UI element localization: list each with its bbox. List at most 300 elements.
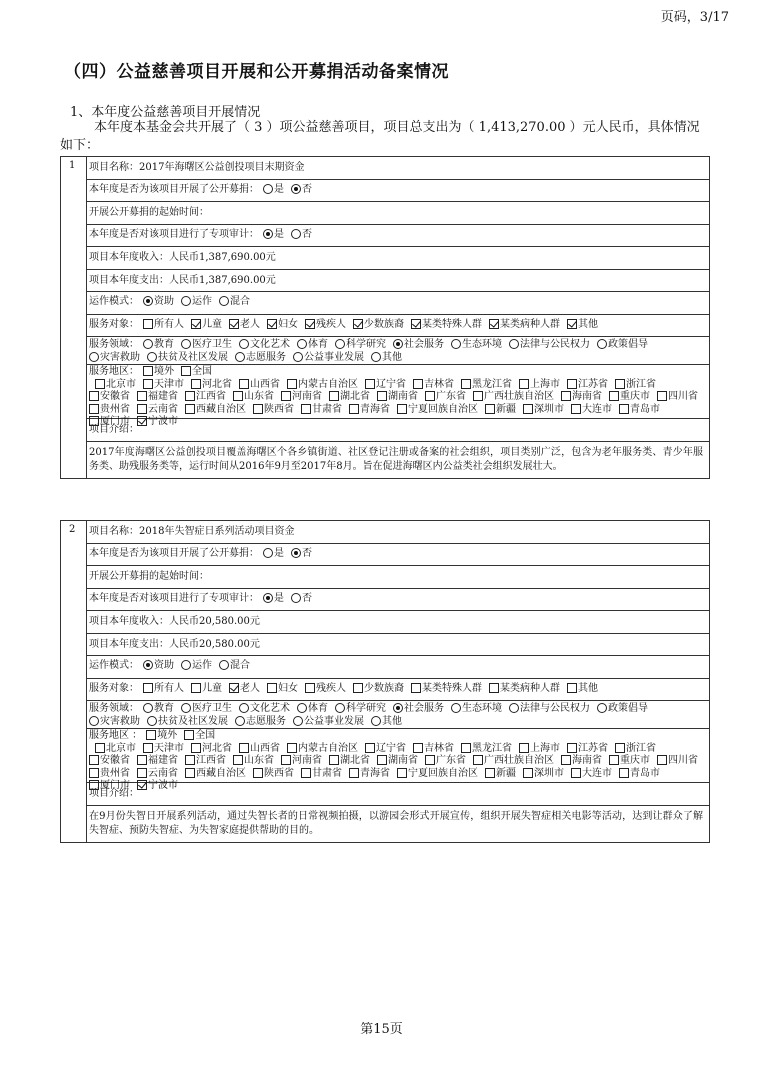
radio-button[interactable] xyxy=(335,339,345,349)
operation-mode-option-label: 混合 xyxy=(230,660,250,671)
region-option[interactable] xyxy=(609,391,650,404)
region-option[interactable] xyxy=(89,755,130,768)
operation-mode-option-label: 资助 xyxy=(154,296,174,307)
checkbox[interactable] xyxy=(461,743,471,753)
checkbox[interactable] xyxy=(287,379,297,389)
region-option[interactable] xyxy=(143,379,184,392)
checkbox[interactable] xyxy=(609,391,619,401)
project-name-text: 项目名称：2017年海曙区公益创投项目末期资金 xyxy=(89,162,305,173)
radio-button[interactable] xyxy=(239,339,249,349)
checkbox[interactable] xyxy=(143,743,153,753)
radio-button[interactable] xyxy=(393,703,403,713)
service-domain-option[interactable] xyxy=(597,339,648,352)
service-area-scope-option[interactable] xyxy=(181,366,212,379)
checkbox[interactable] xyxy=(571,768,581,778)
region-option[interactable] xyxy=(329,391,370,404)
service-domain-option[interactable] xyxy=(143,339,174,352)
radio-button[interactable] xyxy=(147,352,157,362)
checkbox[interactable] xyxy=(489,683,499,693)
region-option[interactable] xyxy=(377,391,418,404)
checkbox[interactable] xyxy=(253,768,263,778)
checkbox[interactable] xyxy=(425,391,435,401)
region-option-label: 青海省 xyxy=(360,767,390,779)
service-target-option[interactable] xyxy=(411,683,482,695)
checkbox[interactable] xyxy=(567,683,577,693)
region-option[interactable] xyxy=(365,743,406,756)
checkbox[interactable] xyxy=(397,768,407,778)
checkbox[interactable] xyxy=(143,683,153,693)
region-option[interactable] xyxy=(301,768,342,781)
checkbox[interactable] xyxy=(301,404,311,414)
checkbox[interactable] xyxy=(89,391,99,401)
service-domain-option-label: 志愿服务 xyxy=(246,715,286,727)
region-option-label: 辽宁省 xyxy=(376,378,406,390)
checkbox[interactable] xyxy=(615,379,625,389)
checkbox[interactable] xyxy=(184,730,194,740)
checkbox[interactable] xyxy=(561,391,571,401)
region-option-label: 湖北省 xyxy=(340,755,370,766)
region-option[interactable] xyxy=(473,755,554,768)
checkbox[interactable] xyxy=(185,755,195,765)
checkbox[interactable] xyxy=(281,391,291,401)
region-option[interactable] xyxy=(425,391,466,404)
radio-button[interactable] xyxy=(371,716,381,726)
region-option[interactable] xyxy=(185,755,226,768)
checkbox[interactable] xyxy=(411,683,421,693)
service-target-option-label: 所有人 xyxy=(154,682,184,694)
service-domain-option[interactable] xyxy=(235,352,286,365)
checkbox[interactable] xyxy=(229,683,239,693)
region-option[interactable] xyxy=(137,404,178,417)
region-option[interactable] xyxy=(519,743,560,756)
service-domain-option[interactable] xyxy=(393,703,444,716)
project-number: 2 xyxy=(69,524,76,535)
region-option[interactable] xyxy=(329,755,370,768)
checkbox[interactable] xyxy=(411,319,421,329)
region-option[interactable] xyxy=(185,768,246,781)
checkbox[interactable] xyxy=(353,319,363,329)
checkbox[interactable] xyxy=(95,379,105,389)
service-domain-option[interactable] xyxy=(147,716,228,729)
region-option[interactable] xyxy=(191,379,232,392)
checkbox[interactable] xyxy=(95,743,105,753)
checkbox[interactable] xyxy=(185,768,195,778)
checkbox[interactable] xyxy=(561,755,571,765)
public-fundraising-option[interactable] xyxy=(263,548,284,560)
checkbox[interactable] xyxy=(523,404,533,414)
region-option[interactable] xyxy=(137,780,178,793)
service-targets-label: 服务对象： xyxy=(89,318,139,330)
service-domain-option[interactable] xyxy=(239,703,290,716)
radio-button[interactable] xyxy=(89,716,99,726)
service-target-option-label: 妇女 xyxy=(278,318,298,330)
checkbox[interactable] xyxy=(473,755,483,765)
region-option[interactable] xyxy=(619,768,660,781)
service-target-option[interactable] xyxy=(267,683,298,695)
service-area-scope-option[interactable] xyxy=(143,366,174,379)
service-area-scope-option-label: 境外 xyxy=(154,366,174,377)
radio-button[interactable] xyxy=(263,593,273,603)
region-option[interactable] xyxy=(185,404,246,417)
checkbox[interactable] xyxy=(143,379,153,389)
checkbox[interactable] xyxy=(146,730,156,740)
checkbox[interactable] xyxy=(425,755,435,765)
service-target-option[interactable] xyxy=(229,683,260,695)
checkbox[interactable] xyxy=(365,379,375,389)
checkbox[interactable] xyxy=(305,683,315,693)
checkbox[interactable] xyxy=(485,768,495,778)
checkbox[interactable] xyxy=(281,755,291,765)
public-fundraising-option[interactable] xyxy=(291,548,312,560)
radio-button[interactable] xyxy=(143,703,153,713)
checkbox[interactable] xyxy=(137,416,147,426)
radio-button[interactable] xyxy=(143,339,153,349)
region-option[interactable] xyxy=(413,379,454,392)
checkbox[interactable] xyxy=(287,743,297,753)
region-option[interactable] xyxy=(461,379,512,392)
checkbox[interactable] xyxy=(413,743,423,753)
checkbox[interactable] xyxy=(267,319,277,329)
region-option[interactable] xyxy=(137,755,178,768)
region-option[interactable] xyxy=(239,379,280,392)
checkbox[interactable] xyxy=(191,319,201,329)
service-target-option[interactable] xyxy=(229,319,260,331)
service-domain-option[interactable] xyxy=(143,703,174,716)
region-option[interactable] xyxy=(233,755,274,768)
region-option[interactable] xyxy=(523,404,564,417)
service-domain-option[interactable] xyxy=(181,703,232,716)
checkbox[interactable] xyxy=(89,768,99,778)
region-option[interactable] xyxy=(657,391,698,404)
region-option[interactable] xyxy=(615,379,656,392)
region-option[interactable] xyxy=(349,404,390,417)
checkbox[interactable] xyxy=(89,404,99,414)
service-domain-option[interactable] xyxy=(335,339,386,352)
radio-button[interactable] xyxy=(297,703,307,713)
region-option[interactable] xyxy=(567,743,608,756)
service-target-option[interactable] xyxy=(191,319,222,331)
service-target-option[interactable] xyxy=(489,683,560,695)
service-domain-option[interactable] xyxy=(371,352,402,365)
checkbox[interactable] xyxy=(329,391,339,401)
checkbox[interactable] xyxy=(267,683,277,693)
checkbox[interactable] xyxy=(89,755,99,765)
public-fundraising-option[interactable] xyxy=(291,184,312,196)
service-domain-option-label: 法律与公民权力 xyxy=(520,703,590,714)
service-domain-option-label: 政策倡导 xyxy=(608,703,648,714)
service-domain-option[interactable] xyxy=(297,339,328,352)
service-target-option[interactable] xyxy=(143,683,184,695)
radio-button[interactable] xyxy=(451,339,461,349)
region-option[interactable] xyxy=(239,743,280,756)
region-option[interactable] xyxy=(523,768,564,781)
service-target-option[interactable] xyxy=(353,319,404,331)
checkbox[interactable] xyxy=(485,404,495,414)
region-option[interactable] xyxy=(143,743,184,756)
radio-button[interactable] xyxy=(235,716,245,726)
radio-button[interactable] xyxy=(219,296,229,306)
service-domains xyxy=(87,701,709,729)
radio-button[interactable] xyxy=(181,296,191,306)
region-option[interactable] xyxy=(615,743,656,756)
radio-button[interactable] xyxy=(293,352,303,362)
region-option[interactable] xyxy=(561,755,602,768)
radio-button[interactable] xyxy=(291,548,301,558)
service-area-scope-option[interactable] xyxy=(184,730,215,743)
special-audit-option[interactable] xyxy=(291,593,312,605)
checkbox[interactable] xyxy=(229,319,239,329)
radio-button[interactable] xyxy=(597,339,607,349)
service-target-option[interactable] xyxy=(267,319,298,331)
service-target-option[interactable] xyxy=(305,683,346,695)
service-targets xyxy=(87,315,709,338)
service-area-scope-option[interactable] xyxy=(146,730,177,743)
checkbox[interactable] xyxy=(353,683,363,693)
checkbox[interactable] xyxy=(301,768,311,778)
service-target-option[interactable] xyxy=(567,319,598,331)
checkbox[interactable] xyxy=(143,319,153,329)
radio-button[interactable] xyxy=(219,660,229,670)
checkbox[interactable] xyxy=(191,743,201,753)
operation-mode-option[interactable] xyxy=(181,296,212,308)
region-option[interactable] xyxy=(413,743,454,756)
checkbox[interactable] xyxy=(349,404,359,414)
checkbox[interactable] xyxy=(89,416,99,426)
region-option[interactable] xyxy=(191,743,232,756)
radio-button[interactable] xyxy=(263,229,273,239)
service-target-option[interactable] xyxy=(191,683,222,695)
region-option[interactable] xyxy=(485,404,516,417)
region-option[interactable] xyxy=(619,404,660,417)
checkbox[interactable] xyxy=(413,379,423,389)
checkbox[interactable] xyxy=(609,755,619,765)
radio-button[interactable] xyxy=(263,548,273,558)
checkbox[interactable] xyxy=(567,379,577,389)
checkbox[interactable] xyxy=(657,391,667,401)
checkbox[interactable] xyxy=(137,404,147,414)
region-option[interactable] xyxy=(287,743,358,756)
checkbox[interactable] xyxy=(519,379,529,389)
service-targets xyxy=(87,679,709,702)
special-audit-option[interactable] xyxy=(291,229,312,241)
checkbox[interactable] xyxy=(143,366,153,376)
region-option-label: 辽宁省 xyxy=(376,742,406,754)
checkbox[interactable] xyxy=(137,768,147,778)
checkbox[interactable] xyxy=(489,319,499,329)
service-domain-option[interactable] xyxy=(509,703,590,716)
checkbox[interactable] xyxy=(377,755,387,765)
operation-mode-option[interactable] xyxy=(143,660,174,672)
checkbox[interactable] xyxy=(239,379,249,389)
region-option[interactable] xyxy=(519,379,560,392)
operation-mode-option[interactable] xyxy=(143,296,174,308)
checkbox[interactable] xyxy=(137,391,147,401)
public-fundraising-option[interactable] xyxy=(263,184,284,196)
public-fundraising-option-label: 是 xyxy=(274,547,284,559)
service-target-option[interactable] xyxy=(411,319,482,331)
region-option[interactable] xyxy=(349,768,390,781)
region-option[interactable] xyxy=(397,404,478,417)
region-option[interactable] xyxy=(425,755,466,768)
radio-button[interactable] xyxy=(509,339,519,349)
region-option[interactable] xyxy=(253,768,294,781)
radio-button[interactable] xyxy=(143,296,153,306)
operation-mode-option[interactable] xyxy=(219,296,250,308)
service-target-option[interactable] xyxy=(143,319,184,331)
region-option[interactable] xyxy=(287,379,358,392)
service-target-option-label: 某类病种人群 xyxy=(500,318,560,330)
service-target-option[interactable] xyxy=(305,319,346,331)
project-table-1 xyxy=(60,156,710,479)
checkbox[interactable] xyxy=(137,755,147,765)
checkbox[interactable] xyxy=(233,391,243,401)
radio-button[interactable] xyxy=(297,339,307,349)
region-option-label: 甘肃省 xyxy=(312,767,342,779)
region-option[interactable] xyxy=(461,743,512,756)
service-domain-option[interactable] xyxy=(293,716,364,729)
service-domain-option[interactable] xyxy=(239,339,290,352)
checkbox[interactable] xyxy=(89,780,99,790)
service-domain-option[interactable] xyxy=(147,352,228,365)
region-option[interactable] xyxy=(561,391,602,404)
checkbox[interactable] xyxy=(191,683,201,693)
checkbox[interactable] xyxy=(253,404,263,414)
region-option[interactable] xyxy=(185,391,226,404)
radio-button[interactable] xyxy=(291,184,301,194)
region-option[interactable] xyxy=(89,391,130,404)
region-option[interactable] xyxy=(377,755,418,768)
region-option[interactable] xyxy=(571,768,612,781)
service-domain-option[interactable] xyxy=(597,703,648,716)
checkbox[interactable] xyxy=(397,404,407,414)
checkbox[interactable] xyxy=(461,379,471,389)
region-option[interactable] xyxy=(89,404,130,417)
service-domain-option[interactable] xyxy=(371,716,402,729)
radio-button[interactable] xyxy=(293,716,303,726)
region-option[interactable] xyxy=(137,416,178,429)
checkbox[interactable] xyxy=(615,743,625,753)
service-domain-option[interactable] xyxy=(181,339,232,352)
checkbox[interactable] xyxy=(567,743,577,753)
checkbox[interactable] xyxy=(571,404,581,414)
radio-button[interactable] xyxy=(235,352,245,362)
radio-button[interactable] xyxy=(143,660,153,670)
service-domain-option[interactable] xyxy=(297,703,328,716)
region-option[interactable] xyxy=(657,755,698,768)
radio-button[interactable] xyxy=(509,703,519,713)
checkbox[interactable] xyxy=(519,743,529,753)
region-option[interactable] xyxy=(473,391,554,404)
radio-button[interactable] xyxy=(181,339,191,349)
checkbox[interactable] xyxy=(619,404,629,414)
region-option[interactable] xyxy=(485,768,516,781)
service-domain-option[interactable] xyxy=(451,339,502,352)
service-target-option[interactable] xyxy=(567,683,598,695)
region-option[interactable] xyxy=(89,768,130,781)
radio-button[interactable] xyxy=(335,703,345,713)
region-option-label: 深圳市 xyxy=(534,767,564,779)
service-domain-option[interactable] xyxy=(89,716,140,729)
checkbox[interactable] xyxy=(473,391,483,401)
region-option[interactable] xyxy=(95,379,136,392)
region-option[interactable] xyxy=(253,404,294,417)
project-name-text: 项目名称：2018年失智症日系列活动项目资金 xyxy=(89,526,295,537)
checkbox[interactable] xyxy=(305,319,315,329)
radio-button[interactable] xyxy=(181,703,191,713)
checkbox[interactable] xyxy=(185,404,195,414)
region-option[interactable] xyxy=(281,755,322,768)
region-option[interactable] xyxy=(137,768,178,781)
service-target-option[interactable] xyxy=(353,683,404,695)
region-option[interactable] xyxy=(95,743,136,756)
service-domain-option[interactable] xyxy=(393,339,444,352)
region-option[interactable] xyxy=(571,404,612,417)
radio-button[interactable] xyxy=(263,184,273,194)
checkbox[interactable] xyxy=(329,755,339,765)
public-fundraising-option-label: 否 xyxy=(302,547,312,559)
region-option[interactable] xyxy=(281,391,322,404)
service-area-scope-option-label: 全国 xyxy=(192,366,212,377)
service-target-option[interactable] xyxy=(489,319,560,331)
checkbox[interactable] xyxy=(239,743,249,753)
service-domain-option-label: 文化艺术 xyxy=(250,703,290,714)
service-domain-option[interactable] xyxy=(451,703,502,716)
special-audit-option[interactable] xyxy=(263,593,284,605)
checkbox[interactable] xyxy=(191,379,201,389)
service-domain-option[interactable] xyxy=(293,352,364,365)
radio-button[interactable] xyxy=(181,660,191,670)
region-option[interactable] xyxy=(365,379,406,392)
radio-button[interactable] xyxy=(371,352,381,362)
radio-button[interactable] xyxy=(147,716,157,726)
radio-button[interactable] xyxy=(451,703,461,713)
operation-mode-option[interactable] xyxy=(219,660,250,672)
region-option[interactable] xyxy=(233,391,274,404)
checkbox[interactable] xyxy=(365,743,375,753)
checkbox[interactable] xyxy=(137,780,147,790)
checkbox[interactable] xyxy=(567,319,577,329)
region-option[interactable] xyxy=(397,768,478,781)
checkbox[interactable] xyxy=(523,768,533,778)
radio-button[interactable] xyxy=(393,339,403,349)
service-domain-option[interactable] xyxy=(89,352,140,365)
region-option[interactable] xyxy=(567,379,608,392)
checkbox[interactable] xyxy=(185,391,195,401)
service-domain-option[interactable] xyxy=(335,703,386,716)
radio-button[interactable] xyxy=(89,352,99,362)
special-audit-option[interactable] xyxy=(263,229,284,241)
service-domain-option[interactable] xyxy=(509,339,590,352)
radio-button[interactable] xyxy=(291,229,301,239)
radio-button[interactable] xyxy=(239,703,249,713)
checkbox[interactable] xyxy=(181,366,191,376)
service-area-label: 服务地区 ： xyxy=(89,730,143,741)
region-option[interactable] xyxy=(301,404,342,417)
region-option-label: 新疆 xyxy=(496,767,516,779)
service-domain-option[interactable] xyxy=(235,716,286,729)
checkbox[interactable] xyxy=(657,755,667,765)
region-option[interactable] xyxy=(137,391,178,404)
special-audit-option-label: 是 xyxy=(274,228,284,240)
region-option[interactable] xyxy=(609,755,650,768)
checkbox[interactable] xyxy=(619,768,629,778)
checkbox[interactable] xyxy=(349,768,359,778)
checkbox[interactable] xyxy=(377,391,387,401)
radio-button[interactable] xyxy=(597,703,607,713)
checkbox[interactable] xyxy=(233,755,243,765)
operation-mode-option[interactable] xyxy=(181,660,212,672)
radio-button[interactable] xyxy=(291,593,301,603)
